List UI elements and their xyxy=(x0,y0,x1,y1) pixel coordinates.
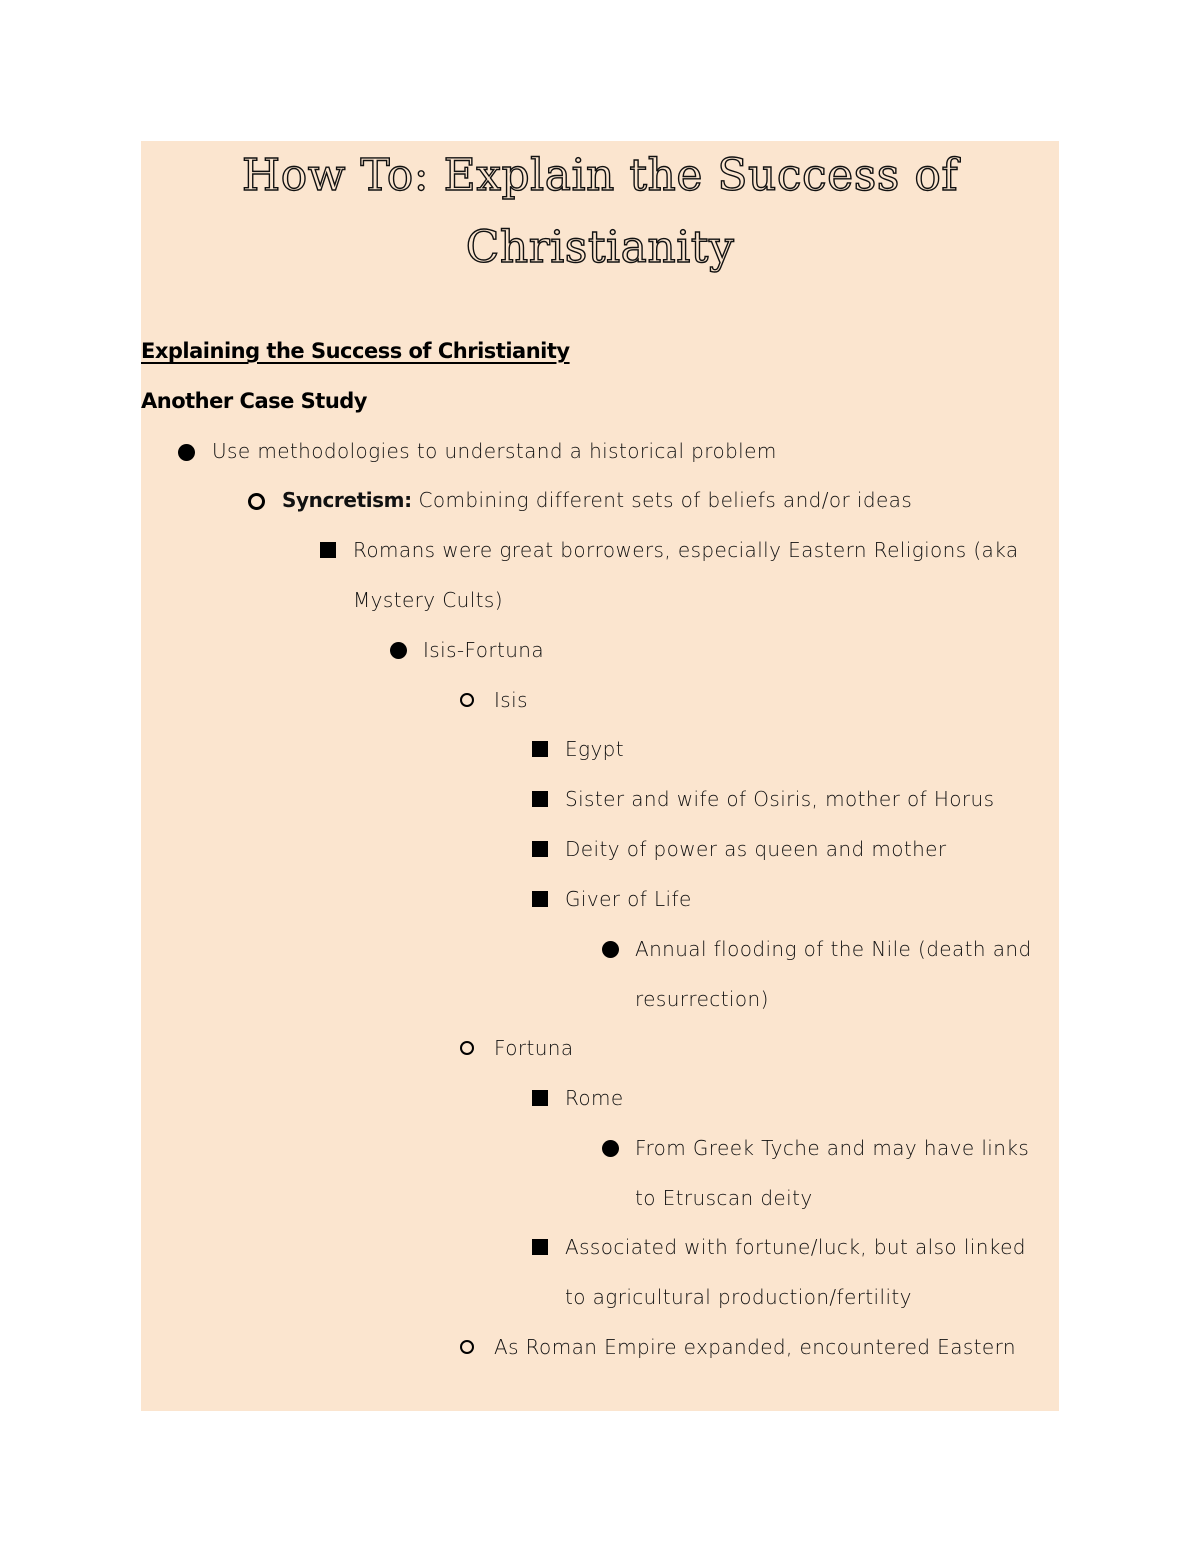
circle-bullet-icon xyxy=(460,693,474,707)
list-item xyxy=(565,724,624,774)
list-item xyxy=(212,426,777,476)
sub-heading: Another Case Study xyxy=(141,389,367,413)
list-item: Syncretism: Combining different sets of beliefs and/or ideas xyxy=(282,475,912,525)
list-item-text: Isis-Fortuna xyxy=(423,638,545,662)
list-item-text: Isis xyxy=(494,688,528,712)
term-syncretism: Syncretism xyxy=(282,488,405,512)
circle-bullet-icon xyxy=(460,1041,474,1055)
square-bullet-icon xyxy=(532,1090,548,1106)
list-item xyxy=(353,525,1018,625)
list-item xyxy=(565,1073,624,1123)
list-item-text-line-1: Romans were great borrowers, especially Eastern Religions (aka xyxy=(353,538,1019,562)
list-item-text: Egypt xyxy=(565,737,625,761)
list-item-text: Rome xyxy=(565,1086,624,1110)
disc-bullet-icon xyxy=(178,444,195,461)
square-bullet-icon xyxy=(532,841,548,857)
circle-bullet-icon xyxy=(460,1340,474,1354)
list-item-text-line-2: to Etruscan deity xyxy=(635,1186,813,1210)
square-bullet-icon xyxy=(532,891,548,907)
list-item-text: Giver of Life xyxy=(565,887,692,911)
list-item-text: Deity of power as queen and mother xyxy=(565,837,947,861)
list-item-text: Sister and wife of Osiris, mother of Horus xyxy=(565,787,995,811)
list-item-text-line-2: Mystery Cults) xyxy=(353,588,503,612)
list-item-text-line-1: Annual flooding of the Nile (death and xyxy=(635,937,1032,961)
list-item-text-line-2: to agricultural production/fertility xyxy=(565,1285,912,1309)
circle-bullet-icon xyxy=(248,493,265,510)
list-item xyxy=(565,874,692,924)
list-item-text-line-1: Associated with fortune/luck, but also linked xyxy=(565,1235,1026,1259)
list-item xyxy=(494,675,528,725)
list-item xyxy=(635,924,1032,1024)
title-line-1: How To: Explain the Success of xyxy=(241,150,959,201)
disc-bullet-icon xyxy=(602,941,619,958)
list-item-text: Fortuna xyxy=(494,1036,574,1060)
title-line-2: Christianity xyxy=(465,222,735,273)
list-item xyxy=(423,625,544,675)
list-item xyxy=(635,1123,1029,1223)
list-item-text-line-2: resurrection) xyxy=(635,987,769,1011)
section-heading: Explaining the Success of Christianity xyxy=(141,339,570,363)
square-bullet-icon xyxy=(320,542,336,558)
disc-bullet-icon xyxy=(602,1140,619,1157)
list-item xyxy=(565,1222,1026,1322)
square-bullet-icon xyxy=(532,791,548,807)
square-bullet-icon xyxy=(532,741,548,757)
document-title xyxy=(141,140,1059,284)
square-bullet-icon xyxy=(532,1239,548,1255)
list-item-text: Use methodologies to understand a historical problem xyxy=(212,439,777,463)
list-item xyxy=(565,774,994,824)
list-item xyxy=(494,1023,574,1073)
list-item xyxy=(494,1322,1016,1372)
list-item-text: Combining different sets of beliefs and/or ideas xyxy=(418,488,913,512)
disc-bullet-icon xyxy=(390,642,407,659)
list-item xyxy=(565,824,947,874)
list-item-text: As Roman Empire expanded, encountered Eastern xyxy=(494,1335,1016,1359)
list-item-text-line-1: From Greek Tyche and may have links xyxy=(635,1136,1030,1160)
